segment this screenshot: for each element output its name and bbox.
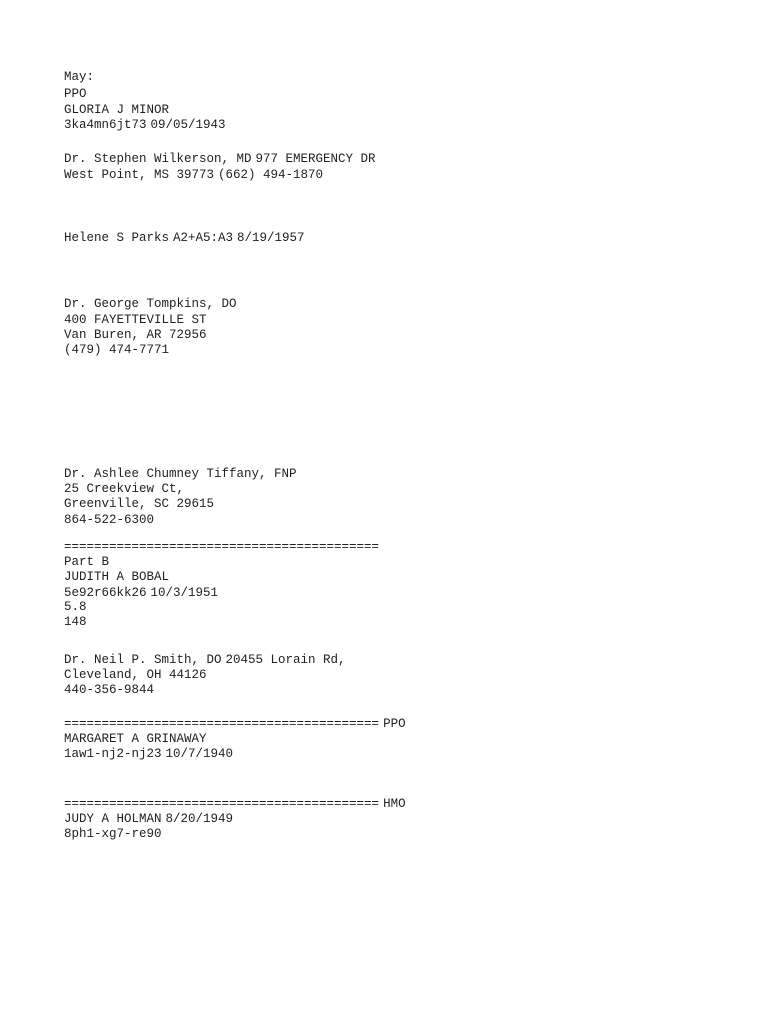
doctor-city-line <box>64 168 323 183</box>
doctor-name: Dr. Stephen Wilkerson, MD <box>64 152 252 166</box>
patient-name-line <box>64 732 207 747</box>
plan-text: PPO <box>383 717 406 731</box>
doctor-city-line <box>64 668 207 683</box>
patient-code: A2+A5:A3 <box>173 231 234 245</box>
doctor-address-line <box>64 482 184 497</box>
separator-line <box>64 540 379 555</box>
patient-name: JUDITH A BOBAL <box>64 570 170 584</box>
height-line <box>64 600 87 615</box>
doctor-city-line <box>64 328 207 343</box>
plan-text: Part B <box>64 555 110 569</box>
height-value: 5.8 <box>64 600 87 614</box>
patient-name: GLORIA J MINOR <box>64 103 170 117</box>
patient-id: 5e92r66kk26 <box>64 586 147 600</box>
patient-id-line <box>64 827 162 842</box>
separator-line <box>64 797 406 812</box>
plan-line <box>64 87 87 102</box>
doctor-line <box>64 297 237 312</box>
patient-id: 3ka4mn6jt73 <box>64 118 147 132</box>
doctor-city-line <box>64 497 214 512</box>
doctor-line <box>64 467 297 482</box>
separator-text: ========================================== <box>64 540 380 554</box>
doctor-address-line <box>64 313 207 328</box>
doctor-address: 25 Creekview Ct, <box>64 482 185 496</box>
weight-value: 148 <box>64 615 87 629</box>
patient-name: JUDY A HOLMAN <box>64 812 162 826</box>
patient-id: 1aw1-nj2-nj23 <box>64 747 162 761</box>
patient-dob: 09/05/1943 <box>150 118 226 132</box>
separator-text: ========================================== <box>64 717 380 731</box>
patient-dob: 10/7/1940 <box>165 747 234 761</box>
month-label <box>64 70 94 85</box>
doctor-line <box>64 152 376 167</box>
doctor-phone: (479) 474-7771 <box>64 343 170 357</box>
doctor-phone-line <box>64 343 169 358</box>
doctor-phone-line <box>64 683 154 698</box>
separator-line <box>64 717 406 732</box>
doctor-city: Van Buren, AR 72956 <box>64 328 207 342</box>
patient-name-line <box>64 103 169 118</box>
weight-line <box>64 615 87 630</box>
patient-dob: 10/3/1951 <box>150 586 219 600</box>
doctor-phone: (662) 494-1870 <box>218 168 324 182</box>
doctor-address: 977 EMERGENCY DR <box>255 152 376 166</box>
separator-text: ========================================== <box>64 797 380 811</box>
doctor-phone: 440-356-9844 <box>64 683 155 697</box>
doctor-city: Greenville, SC 29615 <box>64 497 215 511</box>
patient-id-line <box>64 586 218 601</box>
plan-line <box>64 555 109 570</box>
doctor-phone-line <box>64 513 154 528</box>
doctor-phone: 864-522-6300 <box>64 513 155 527</box>
doctor-line <box>64 653 346 668</box>
patient-id-line <box>64 747 233 762</box>
patient-dob: 8/20/1949 <box>165 812 234 826</box>
doctor-name: Dr. Neil P. Smith, DO <box>64 653 222 667</box>
doctor-city: Cleveland, OH 44126 <box>64 668 207 682</box>
plan-text: HMO <box>383 797 406 811</box>
patient-dob: 8/19/1957 <box>237 231 305 245</box>
patient-line <box>64 231 305 246</box>
doctor-address: 20455 Lorain Rd, <box>225 653 346 667</box>
patient-name: MARGARET A GRINAWAY <box>64 732 207 746</box>
patient-name-line <box>64 812 233 827</box>
month-text: May: <box>64 70 95 84</box>
doctor-name: Dr. George Tompkins, DO <box>64 297 237 311</box>
patient-id-line <box>64 118 226 133</box>
doctor-city: West Point, MS 39773 <box>64 168 215 182</box>
plan-text: PPO <box>64 87 87 101</box>
patient-name: Helene S Parks <box>64 231 170 245</box>
patient-name-line <box>64 570 169 585</box>
doctor-address: 400 FAYETTEVILLE ST <box>64 313 207 327</box>
patient-id: 8ph1-xg7-re90 <box>64 827 162 841</box>
doctor-name: Dr. Ashlee Chumney Tiffany, FNP <box>64 467 297 481</box>
